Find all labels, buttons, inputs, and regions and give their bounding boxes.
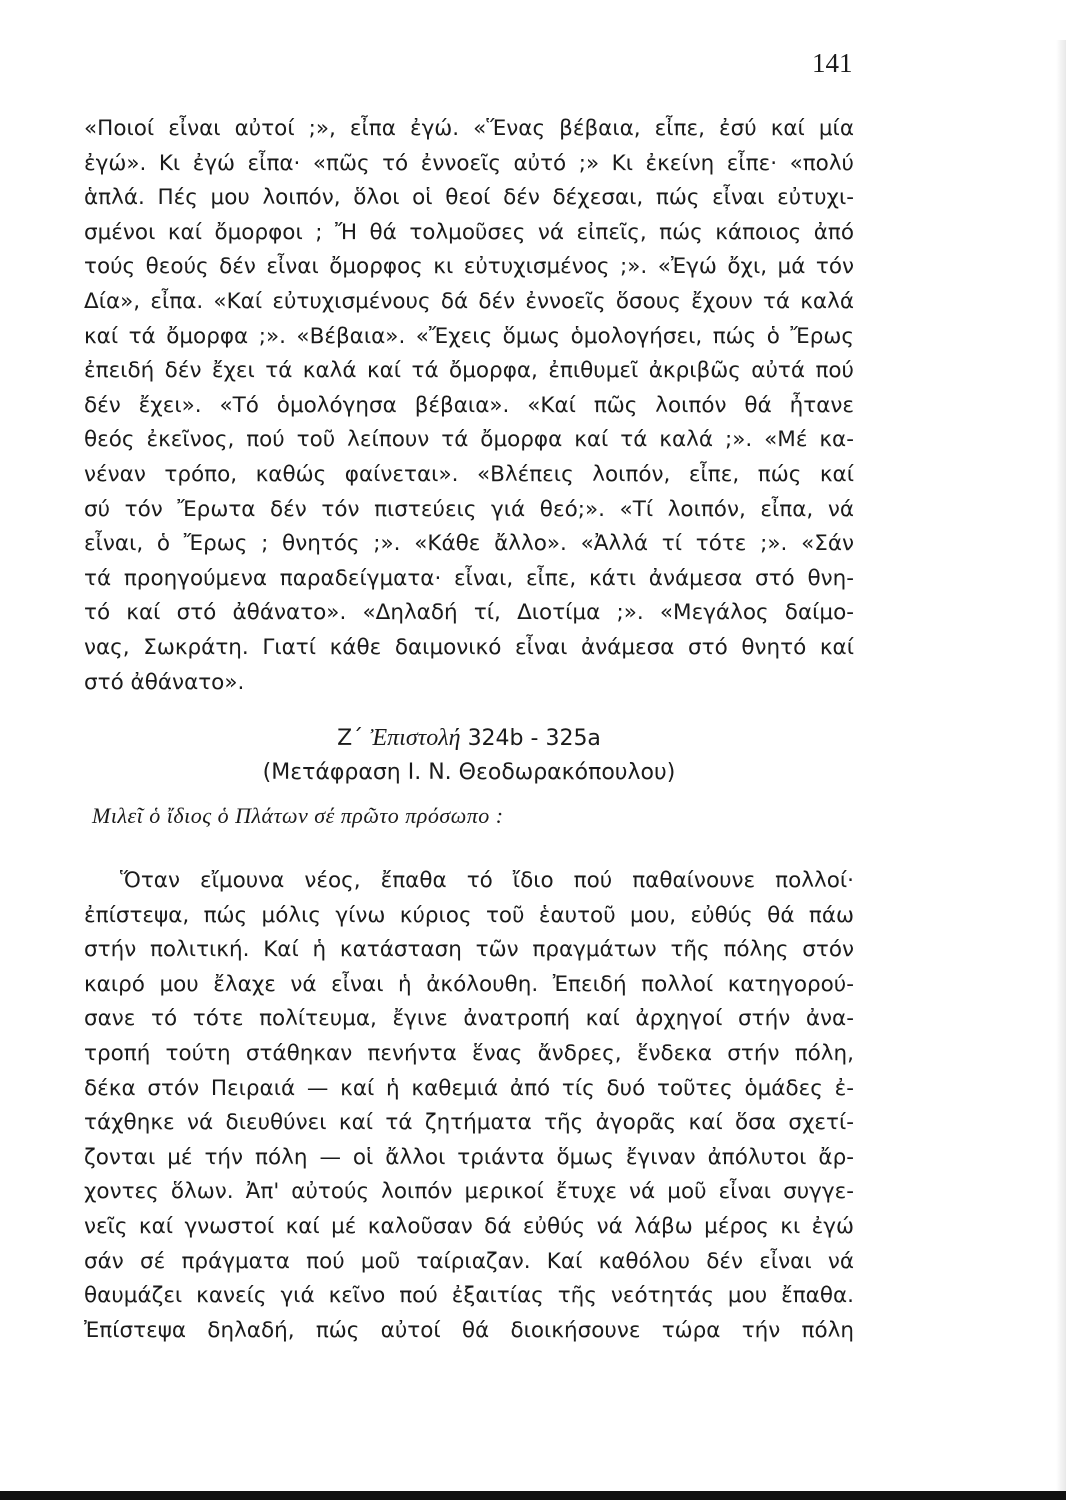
text-line: τούς θεούς δέν εἶναι ὄμορφος κι εὐτυχισμένος ;». «Ἐγώ ὄχι, μά τόν <box>84 254 854 280</box>
text-line: καί τά ὄμορφα ;». «Βέβαια». «Ἔχεις ὅμως ὁμολογήσει, πώς ὁ Ἔρως <box>84 323 854 349</box>
citation-heading <box>84 721 854 790</box>
text-line: καιρό μου ἔλαχε νά εἶναι ἡ ἀκόλουθη. Ἐπειδή πολλοί κατηγορού- <box>84 971 854 997</box>
text-line: τό καί στό ἀθάνατο». «Δηλαδή τί, Διοτίμα ;». «Μεγάλος δαίμο- <box>84 600 854 626</box>
citation-work-title: Ἐπιστολή <box>370 725 461 751</box>
page-edge-shadow <box>1056 40 1066 1500</box>
text-line: στό ἀθάνατο». <box>84 669 245 695</box>
text-line: ἁπλά. Πές μου λοιπόν, ὅλοι οἱ θεοί δέν δέχεσαι, πώς εἶναι εὐτυχι- <box>84 185 854 211</box>
text-line: δέκα στόν Πειραιά — καί ἡ καθεμιά ἀπό τίς δυό τοῦτες ὁμάδες ἐ- <box>84 1075 854 1101</box>
text-line: χοντες ὅλων. Ἀπ' αὐτούς λοιπόν μερικοί ἔτυχε νά μοῦ εἶναι συγγε- <box>84 1179 854 1205</box>
text-line: «Ποιοί εἶναι αὐτοί ;», εἶπα ἐγώ. «Ἕνας βέβαια, εἶπε, ἐσύ καί μία <box>84 116 854 141</box>
text-line: εἶναι, ὁ Ἔρως ; θνητός ;». «Κάθε ἄλλο». «Ἀλλά τί τότε ;». «Σάν <box>84 531 854 557</box>
text-line: σμένοι καί ὄμορφοι ; Ἤ θά τολμοῦσες νά εἰπεῖς, πώς κάποιος ἀπό <box>84 219 854 245</box>
citation-work-prefix: Ζ΄ <box>337 726 371 751</box>
text-line: ἐπειδή δέν ἔχει τά καλά καί τά ὄμορφα, ἐπιθυμεῖ ἀκριβῶς αὐτά πού <box>84 358 854 384</box>
text-line: σύ τόν Ἔρωτα δέν τόν πιστεύεις γιά θεό;». «Τί λοιπόν, εἶπα, νά <box>84 496 854 522</box>
citation-translator: (Μετάφραση Ι. Ν. Θεοδωρακόπουλου) <box>262 760 676 785</box>
letter-paragraph <box>84 864 854 1348</box>
citation-reference: 324b - 325a <box>467 726 601 751</box>
text-line: νας, Σωκράτη. Γιατί κάθε δαιμονικό εἶναι ἀνάμεσα στό θνητό καί <box>84 634 854 660</box>
text-line: σάν σέ πράγματα πού μοῦ ταίριαζαν. Καί καθόλου δέν εἶναι νά <box>84 1248 854 1274</box>
text-line: ἐπίστεψα, πώς μόλις γίνω κύριος τοῦ ἑαυτοῦ μου, εὐθύς θά πάω <box>84 902 854 928</box>
citation-work <box>84 721 854 756</box>
text-line: δέν ἔχει». «Τό ὁμολόγησα βέβαια». «Καί πῶς λοιπόν θά ἦτανε <box>84 392 854 418</box>
text-line: Ὅταν εἴμουνα νέος, ἔπαθα τό ἴδιο πού παθαίνουνε πολλοί· <box>120 868 854 893</box>
text-line: τάχθηκε νά διευθύνει καί τά ζητήματα τῆς ἀγορᾶς καί ὅσα σχετί- <box>84 1110 854 1136</box>
text-line: νέναν τρόπο, καθώς φαίνεται». «Βλέπεις λοιπόν, εἶπε, πώς καί <box>84 461 854 487</box>
text-line: Ἐπίστεψα δηλαδή, πώς αὐτοί θά διοικήσουνε τώρα τήν πόλη <box>84 1317 854 1343</box>
scan-bottom-edge <box>0 1491 1066 1500</box>
dialogue-paragraph <box>84 112 854 700</box>
text-line: νεῖς καί γνωστοί καί μέ καλοῦσαν δά εὐθύς νά λάβω μέρος κι ἐγώ <box>84 1213 854 1239</box>
page-number: 141 <box>812 48 853 78</box>
text-line: θεός ἐκεῖνος, πού τοῦ λείπουν τά ὄμορφα καί τά καλά ;». «Μέ κα- <box>84 427 854 453</box>
text-line: τά προηγούμενα παραδείγματα· εἶναι, εἶπε, κάτι ἀνάμεσα στό θνη- <box>84 565 854 591</box>
text-line: σανε τό τότε πολίτευμα, ἔγινε ἀνατροπή καί ἀρχηγοί στήν ἀνα- <box>84 1006 854 1032</box>
text-line: Δία», εἶπα. «Καί εὐτυχισμένους δά δέν ἐννοεῖς ὅσους ἔχουν τά καλά <box>84 288 854 314</box>
speaker-intro: Μιλεῖ ὁ ἴδιος ὁ Πλάτων σέ πρῶτο πρόσωπο : <box>92 803 504 828</box>
text-line: ἐγώ». Κι ἐγώ εἶπα· «πῶς τό ἐννοεῖς αὐτό ;» Κι ἐκείνη εἶπε· «πολύ <box>84 150 854 176</box>
text-line: τροπή τούτη στάθηκαν πενήντα ἕνας ἄνδρες, ἕνδεκα στήν πόλη, <box>84 1040 854 1066</box>
text-line: θαυμάζει κανείς γιά κεῖνο πού ἐξαιτίας τῆς νεότητάς μου ἔπαθα. <box>84 1283 854 1309</box>
text-line: στήν πολιτική. Καί ἡ κατάσταση τῶν πραγμάτων τῆς πόλης στόν <box>84 937 854 963</box>
text-line: ζονται μέ τήν πόλη — οἱ ἄλλοι τριάντα ὅμως ἔγιναν ἀπόλυτοι ἄρ- <box>84 1144 854 1170</box>
